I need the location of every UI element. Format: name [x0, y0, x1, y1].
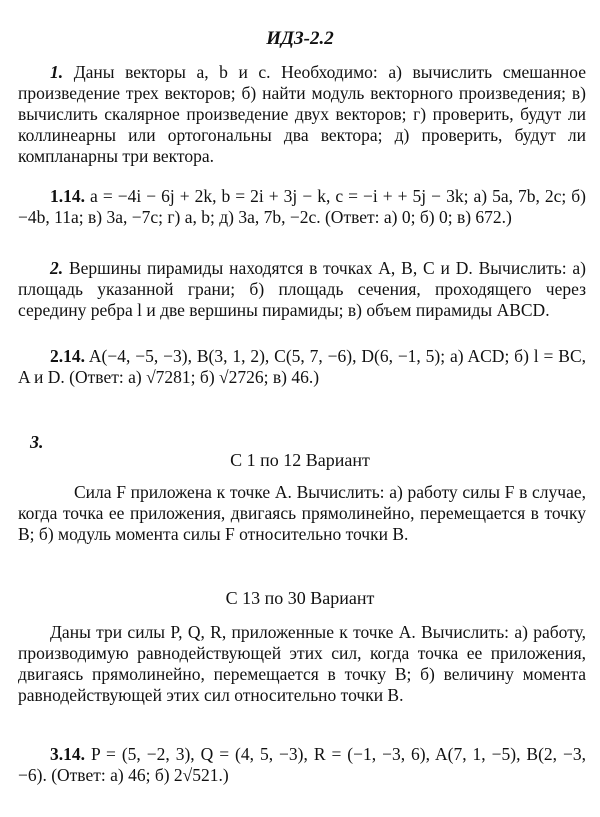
variant-header-13-30: С 13 по 30 Вариант	[225, 588, 375, 608]
task-1-variant-text: a = −4i − 6j + 2k, b = 2i + 3j − k, c = −i + + 5j − 3k; а) 5a, 7b, 2c; б) −4b, 11a; в) 3a, −7c; г) a, b; д) 3a, 7b, −2c. (Ответ: а) 0; б) 0; в) 672.)	[18, 186, 587, 227]
task-2-variant-number: 2.14.	[50, 346, 85, 366]
task-3-variant-text: P = (5, −2, 3), Q = (4, 5, −3), R = (−1, −3, 6), A(7, 1, −5), B(2, −3, −6). (Ответ: а) 46; б) 2√521.)	[18, 744, 587, 785]
task-2-text: Вершины пирамиды находятся в точках A, B, C и D. Вычислить: а) площадь указанной грани; б) площадь сечения, проходящего через середину ребра l и две вершины пирамиды; в) объем пирамиды ABCD.	[18, 258, 586, 320]
task-1-variant	[18, 186, 586, 228]
task-2-number: 2.	[50, 258, 64, 278]
task-3-variant-number: 3.14.	[50, 744, 85, 764]
task-1	[18, 62, 586, 167]
variant-header-1-12: С 1 по 12 Вариант	[230, 450, 370, 470]
task-3-number: 3.	[30, 432, 44, 452]
task-3-text-b	[18, 622, 586, 706]
task-3-text-a-content: Сила F приложена к точке A. Вычислить: а) работу силы F в случае, когда точка ее приложения, двигаясь прямолинейно, перемещается в точку B; б) модуль момента силы F относительно точки B.	[18, 482, 586, 544]
task-2	[18, 258, 586, 321]
task-3-variant	[18, 744, 586, 786]
task-1-number: 1.	[50, 62, 64, 82]
task-2-variant-text: A(−4, −5, −3), B(3, 1, 2), C(5, 7, −6), D(6, −1, 5); а) ACD; б) l = BC, A и D. (Ответ: а) √7281; б) √2726; в) 46.)	[18, 346, 586, 387]
task-1-variant-number: 1.14.	[50, 186, 85, 206]
page-title: ИДЗ-2.2	[266, 28, 334, 49]
task-3-text-a	[18, 482, 586, 545]
task-3-text-b-content: Даны три силы P, Q, R, приложенные к точке A. Вычислить: а) работу, производимую равнодействующей этих сил, когда точка ее приложения, двигаясь прямолинейно, перемещается в точку B; б) величину момента равнодействующей этих сил относительно точки B.	[18, 622, 586, 705]
task-2-variant	[18, 346, 586, 388]
task-1-text: Даны векторы a, b и c. Необходимо: а) вычислить смешанное произведение трех векторов; б) найти модуль векторного произведения; в) вычислить скалярное произведение двух векторов; г) проверить, будут ли коллинеарны или ортогональны два вектора; д) проверить, будут ли компланарны три вектора.	[18, 62, 587, 166]
